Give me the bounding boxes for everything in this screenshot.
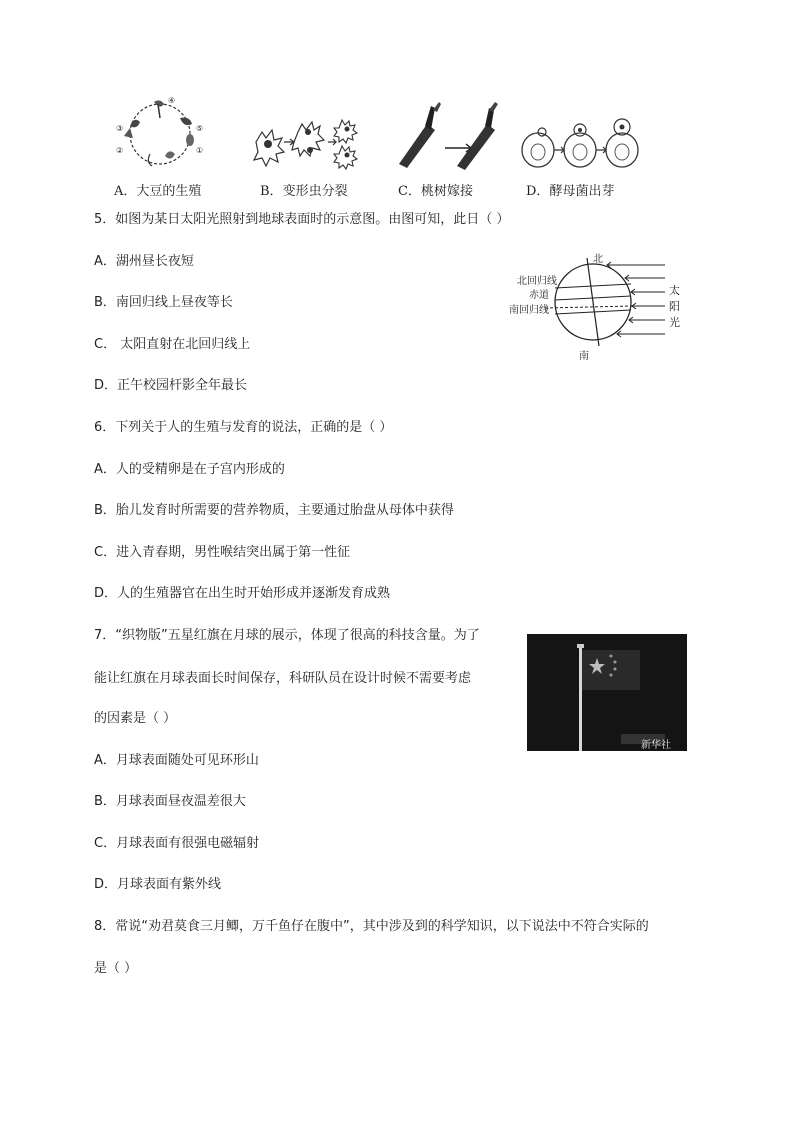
photo-watermark: 新华社 xyxy=(641,740,671,751)
q7-option-b[interactable]: B．月球表面昼夜温差很大 xyxy=(94,794,246,809)
caption-b xyxy=(260,180,348,199)
q6-option-a[interactable]: A．人的受精卵是在子宫内形成的 xyxy=(94,462,285,477)
yeast-budding-illustration xyxy=(518,118,642,170)
label-equator: 赤道 xyxy=(529,290,549,301)
label-sunlight-1: 太 xyxy=(669,284,680,297)
caption-d-text: 酵母菌出芽 xyxy=(549,184,615,199)
caption-b-letter: B． xyxy=(260,184,283,199)
cycle-number-5: ⑤ xyxy=(196,124,204,133)
q7-option-c[interactable]: C．月球表面有很强电磁辐射 xyxy=(94,836,260,851)
q5-option-d[interactable]: D．正午校园杆影全年最长 xyxy=(94,378,248,393)
label-sunlight-3: 光 xyxy=(669,316,680,329)
caption-c-letter: C． xyxy=(398,184,421,199)
q6-option-c[interactable]: C．进入青春期，男性喉结突出属于第一性征 xyxy=(94,545,351,560)
soybean-cycle-illustration xyxy=(110,96,210,170)
peach-grafting-illustration xyxy=(395,100,505,170)
q6-option-b[interactable]: B．胎儿发育时所需要的营养物质，主要通过胎盘从母体中获得 xyxy=(94,503,454,518)
q8-stem-line-1: 8．常说“劝君莫食三月鲫，万千鱼仔在腹中”，其中涉及到的科学知识，以下说法中不符合实际的 xyxy=(94,919,649,934)
flag-photo-svg xyxy=(527,634,687,751)
q5-option-b[interactable]: B．南回归线上昼夜等长 xyxy=(94,295,233,310)
caption-c xyxy=(398,180,473,199)
label-sunlight-2: 阳 xyxy=(669,300,680,313)
q7-stem-line-3: 的因素是（ ） xyxy=(94,711,177,726)
q5-stem: 5．如图为某日太阳光照射到地球表面时的示意图。由图可知，此日（ ） xyxy=(94,212,510,227)
cycle-number-4: ④ xyxy=(168,96,176,105)
amoeba-division-illustration xyxy=(250,114,360,170)
caption-a-letter: A． xyxy=(114,184,137,199)
figure-peach-grafting xyxy=(395,100,505,170)
figure-amoeba-division xyxy=(250,114,360,170)
cycle-number-1: ① xyxy=(196,146,204,155)
label-tropic-of-cancer: 北回归线 xyxy=(517,276,557,287)
caption-a xyxy=(114,180,201,199)
caption-d xyxy=(526,180,614,199)
caption-d-letter: D． xyxy=(526,184,550,199)
q7-option-a[interactable]: A．月球表面随处可见环形山 xyxy=(94,753,259,768)
q8-stem-line-2: 是（ ） xyxy=(94,961,138,976)
q5-option-c[interactable]: C． 太阳直射在北回归线上 xyxy=(94,337,251,352)
q7-stem-line-2: 能让红旗在月球表面长时间保存，科研队员在设计时候不需要考虑 xyxy=(94,671,472,686)
moon-flag-photo xyxy=(527,634,687,751)
label-tropic-of-capricorn: 南回归线 xyxy=(509,305,549,316)
label-south: 南 xyxy=(579,351,589,362)
cycle-number-3: ③ xyxy=(116,124,124,133)
label-north: 北 xyxy=(593,254,603,265)
q6-stem: 6．下列关于人的生殖与发育的说法，正确的是（ ） xyxy=(94,420,393,435)
q7-option-d[interactable]: D．月球表面有紫外线 xyxy=(94,877,222,892)
cycle-number-2: ② xyxy=(116,146,124,155)
q6-option-d[interactable]: D．人的生殖器官在出生时开始形成并逐渐发育成熟 xyxy=(94,586,391,601)
caption-a-text: 大豆的生殖 xyxy=(136,184,202,199)
caption-b-text: 变形虫分裂 xyxy=(282,184,348,199)
sunlight-earth-diagram xyxy=(505,248,685,360)
q5-option-a[interactable]: A．湖州昼长夜短 xyxy=(94,254,194,269)
caption-c-text: 桃树嫁接 xyxy=(420,184,473,199)
figure-soybean-cycle xyxy=(110,96,210,170)
q7-stem-line-1: 7．“织物版”五星红旗在月球的展示，体现了很高的科技含量。为了 xyxy=(94,628,480,643)
figure-yeast-budding xyxy=(518,118,642,170)
